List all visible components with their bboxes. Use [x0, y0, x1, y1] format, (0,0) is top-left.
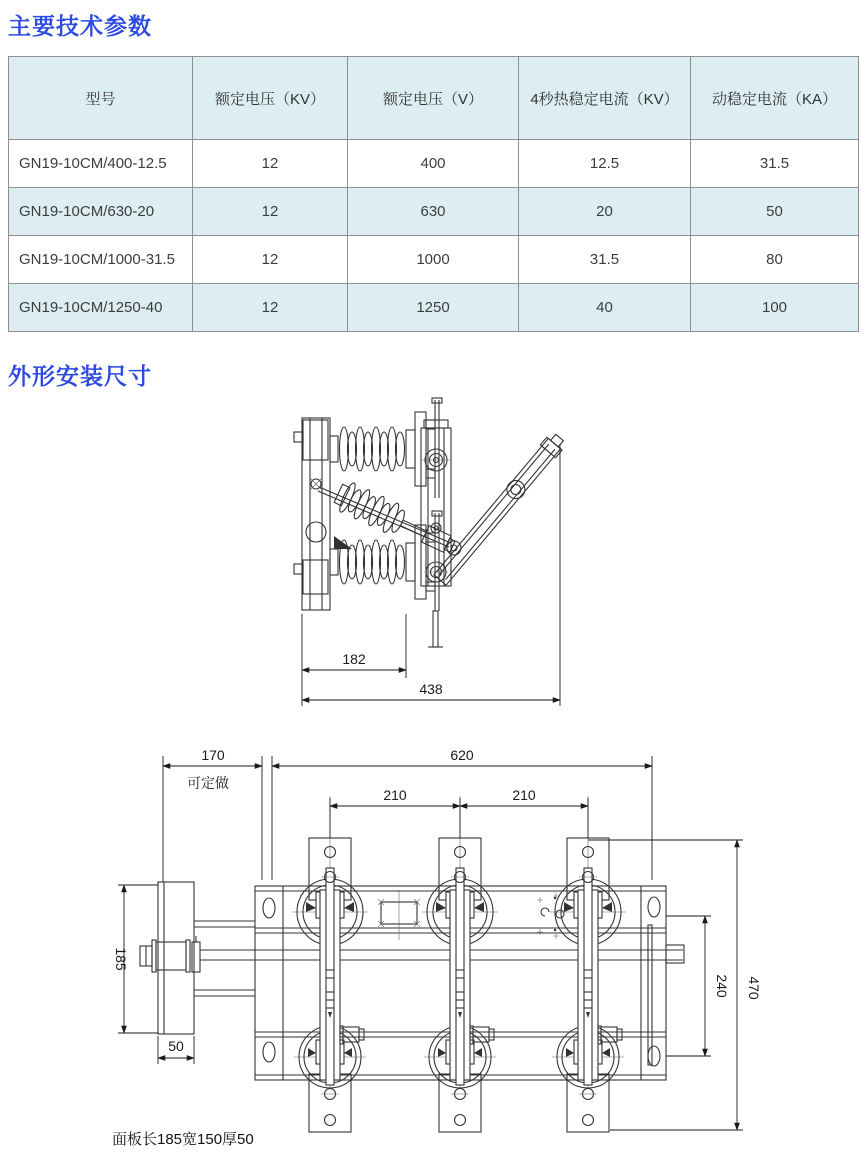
pole-assembly-2	[422, 796, 498, 1132]
cell-model: GN19-10CM/400-12.5	[9, 140, 193, 188]
dimension-label-210-right: 210	[512, 787, 536, 803]
left-mounting-frame	[294, 418, 352, 610]
cell-model: GN19-10CM/630-20	[9, 188, 193, 236]
col-header-rated-voltage-v: 额定电压（V）	[348, 57, 519, 140]
cell-value: 12	[193, 236, 348, 284]
dimension-label-620: 620	[450, 747, 474, 763]
dimension-label-210-left: 210	[383, 787, 407, 803]
technical-drawing-front-view	[108, 740, 772, 1152]
table-row	[9, 236, 859, 284]
pole-assembly-1	[292, 796, 368, 1132]
left-operating-mechanism	[140, 882, 255, 1034]
dimension-label-170: 170	[201, 747, 225, 763]
table-row	[9, 140, 859, 188]
dimension-620	[272, 747, 652, 880]
dimension-210-pair	[330, 787, 588, 838]
cell-model: GN19-10CM/1000-31.5	[9, 236, 193, 284]
pole-assembly-3	[550, 796, 626, 1132]
col-header-rated-voltage-kv: 额定电压（KV）	[193, 57, 348, 140]
cell-value: 12	[193, 188, 348, 236]
dimension-170	[163, 747, 262, 882]
cell-value: 1000	[348, 236, 519, 284]
section-title-tech-params: 主要技术参数	[8, 13, 152, 39]
customizable-note: 可定做	[187, 775, 229, 791]
cell-model: GN19-10CM/1250-40	[9, 284, 193, 332]
dimension-label-470: 470	[746, 976, 762, 1000]
cell-value: 12.5	[519, 140, 691, 188]
dimension-240	[666, 916, 730, 1056]
operating-arm	[432, 431, 567, 586]
cell-value: 12	[193, 284, 348, 332]
dimension-label-50: 50	[168, 1038, 184, 1054]
upper-insulator	[330, 398, 442, 498]
tech-params-table	[8, 56, 859, 332]
cell-value: 1250	[348, 284, 519, 332]
technical-drawing-side-view	[288, 392, 580, 714]
dimension-label-182: 182	[342, 651, 366, 667]
dimension-label-438: 438	[419, 681, 443, 697]
section-title-dimensions: 外形安装尺寸	[8, 363, 152, 389]
link-rods	[318, 487, 451, 547]
col-header-thermal-current: 4秒热稳定电流（KV）	[519, 57, 691, 140]
cell-value: 31.5	[519, 236, 691, 284]
cell-value: 50	[691, 188, 859, 236]
cell-value: 80	[691, 236, 859, 284]
cell-value: 20	[519, 188, 691, 236]
table-header-row	[9, 57, 859, 140]
col-header-dynamic-current: 动稳定电流（KA）	[691, 57, 859, 140]
table-row	[9, 284, 859, 332]
cell-value: 100	[691, 284, 859, 332]
dimension-label-185: 185	[113, 947, 129, 971]
cell-value: 400	[348, 140, 519, 188]
dimension-182	[302, 614, 406, 706]
cell-value: 31.5	[691, 140, 859, 188]
panel-markings	[537, 893, 564, 939]
table-row	[9, 188, 859, 236]
col-header-model: 型号	[9, 57, 193, 140]
cell-value: 630	[348, 188, 519, 236]
cell-value: 40	[519, 284, 691, 332]
dimension-470	[588, 840, 762, 1130]
dimension-label-240: 240	[714, 974, 730, 998]
panel-size-caption: 面板长185宽150厚50	[112, 1131, 254, 1148]
dimension-50	[158, 1036, 194, 1064]
dimension-185	[113, 885, 158, 1033]
cell-value: 12	[193, 140, 348, 188]
